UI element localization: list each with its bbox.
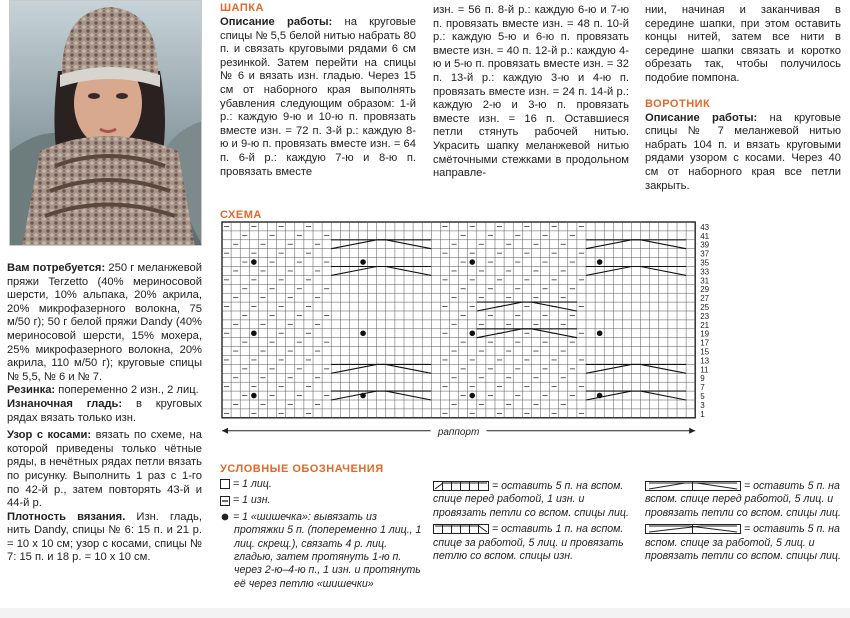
row-label: 11 [700,365,709,375]
row-label: 27 [700,294,710,304]
repeat-arrow-right-icon [689,428,695,434]
rib-text: попеременно 2 изн., 2 лиц. [55,384,199,397]
row-label: 9 [700,374,705,384]
materials-paragraph [7,262,202,384]
row-label: 19 [700,329,710,339]
legend-bobble [220,511,425,591]
cable-paragraph [7,429,202,511]
gauge-lead: Плотность вязания. [7,510,126,523]
legend-cable-front [433,480,633,520]
row-label: 25 [700,303,710,312]
rib-paragraph [7,384,202,398]
model-photo [9,0,202,246]
row-label: 15 [700,347,710,357]
bobble-mark [597,259,603,265]
cable-5-5-back-icon [645,524,741,534]
gauge-text: Изн. гладь, нить Dandy, спицы № 6: 15 п. и 21 р. = 10 x 10 см; узор с косами, спицы № 7: 15 п. и 18 р. = 10 x 10 см. [7,510,202,564]
gauge-paragraph [7,511,202,565]
legend-knit-text: = 1 лиц. [232,478,272,490]
bobble-mark [469,259,475,265]
row-label: 21 [700,320,710,330]
legend-knit [220,478,425,491]
materials-lead: Вам потребуется: [7,262,106,274]
legend-col-2 [433,480,633,563]
bobble-mark [597,330,603,336]
row-label: 35 [700,258,710,268]
legend-col-1 [220,478,425,591]
legend-cable-5-back-text: = оставить 5 п. на вспом. спице за работой, 5 лиц. и провязать петли со вспом. спицы лиц. [645,523,841,563]
row-label: 29 [700,285,710,295]
hat-text-1 [220,16,416,179]
repeat-arrow-left-icon [222,428,228,434]
purl-symbol-icon [220,496,230,506]
chart-title: СХЕМА [220,209,262,221]
collar-lead: Описание работы: [645,111,758,124]
rib-lead: Резинка: [7,384,56,397]
legend-purl-text: = 1 изн. [232,494,271,507]
cable-5-5-front-icon [645,481,741,491]
hat-column-3 [645,4,841,193]
reverse-text: в круговых рядах вязать только изн. [7,397,202,424]
legend-cable-back [433,523,633,563]
bobble-mark [251,259,257,265]
row-label: 13 [700,356,710,366]
chart-svg [220,220,720,452]
legend-title: УСЛОВНЫЕ ОБОЗНАЧЕНИЯ [220,463,384,475]
reverse-paragraph [7,398,202,425]
row-label: 43 [700,222,710,232]
bobble-mark [251,330,257,336]
bobble-mark [251,393,257,399]
legend-purl [220,494,425,507]
row-label: 1 [700,409,705,419]
hat-col1-text: на круговые спицы № 5,5 белой нитью набрать 80 п. и связать круговыми рядами 6 см резинкой. Затем перейти на спицы № 6 и вязать изн. гладью. Через 15 см от наборного края выполнять убавления следующим образом: 1-й р.: каждую 9-ю и 10-ю п. провязать вместе изн. = 72 п. 3-й р.: каждую 8-ю и 9-ю п. провязать вместе изн. = 64 п. 6-й р.: каждую 7-ю и 8-ю п. провязать вместе [220,16,417,178]
bobble-mark [360,330,366,336]
knit-symbol-icon [220,479,230,489]
row-label: 31 [700,276,710,286]
bobble-symbol-icon [220,512,230,522]
legend-col-3 [645,480,845,563]
legend-cable-5-back [645,523,845,563]
row-label: 17 [700,338,710,348]
cable-1-5-back-icon [433,524,489,534]
legend-cable-front-text: = оставить 5 п. на вспом. спице перед работой, 1 изн. и провязать петли со вспом. спицы лиц. [433,480,629,519]
hat-column-2 [433,4,629,181]
row-label: 41 [700,231,710,241]
hat-col2-text: изн. = 56 п. 8-й р.: каждую 6-ю и 7-ю п. провязать вместе изн. = 48 п. 10-й р.: каждую 5-ю и 6-ю п. провязать вместе изн. = 40 п. 12-й р.: каждую 4-ю и 5-ю п. провязать вместе изн. = 32 п. 13-й р.: каждую 3-ю и 4-ю п. провязать вместе изн. = 24 п. 14-й р.: каждую 2-ю и 3-ю п. провязать вместе изн. = 16 п. Оставшиеся петли стянуть рабочей нитью. Украсить шапку меланжевой нитью смёточными стежками в продольном направле- [433,4,629,180]
row-label: 5 [700,392,705,401]
legend-bobble-text: = 1 «шишечка»: вывязать из протяжки 5 п. (попеременно 1 лиц., 1 лиц. скрещ.), связать 4 р. лиц. гладью, затем протянуть 1-ю п. через 2-ю–4-ю п., 1 изн. и протянуть её через петлю «шишечки» [232,510,422,590]
bobble-mark [360,393,366,399]
collar-title: ВОРОТНИК [645,97,711,110]
hat-col3-text: нии, начиная и заканчивая в середине шапки, при этом оставить концы нитей, затем все нити в середине шапки связать и коротко обрезать так, чтобы получилось подобие помпона. [645,4,841,84]
knitting-chart [220,220,720,457]
materials-text: 250 г меланжевой пряжи Terzetto (40% мериносовой шерсти, 10% альпака, 20% акрила, 20% микрофазерного волокна, 75 м/50 г); 50 г белой пряжи Dandy (40% мериносовой шерсти, 15% мохера, 25% микрофазерного волокна, 20% акрила, 110 м/50 г); круговые спицы № 5,5, № 6 и № 7. [7,262,202,383]
legend-cable-back-text: = оставить 1 п. на вспом. спице за работой, 5 лиц. и провязать петлю со вспом. спицы изн. [433,523,624,563]
collar-body: на круговые спицы № 7 меланжевой нитью набрать 104 п. и вязать круговыми рядами узором с косами. Через 40 см от наборного края все петли закрыть. [645,111,842,192]
row-label: 3 [700,400,705,410]
hat-title: ШАПКА [220,2,264,14]
bobble-mark [597,393,603,399]
legend-cable-5-front [645,480,845,520]
bobble-mark [469,393,475,399]
cable-text: вязать по схеме, на которой приведены только чётные ряды, в нечётных рядах петли вязать по рисунку. Выполнить 1 раз с 1-го по 42-й р., затем повторять 43-й и 44-й р. [7,429,202,510]
cable-5-1-front-icon [433,481,489,491]
row-label: 39 [700,240,710,250]
cable-lead: Узор с косами: [7,429,92,442]
row-label: 23 [700,311,710,321]
left-column [7,262,202,565]
bobble-mark [469,330,475,336]
row-label: 33 [700,267,710,277]
row-label: 7 [700,383,705,393]
page-footer-strip [0,608,850,618]
bobble-mark [360,259,366,265]
legend-cable-5-front-text: = оставить 5 п. на вспом. спице перед работой, 5 лиц. и провязать петли со вспом. спицы лиц. [645,480,841,519]
row-label: 37 [700,249,710,259]
hat-lead: Описание работы: [220,16,333,28]
repeat-label: раппорт [437,426,480,438]
hat-column-1 [220,2,416,179]
collar-text [645,112,841,194]
reverse-lead: Изнаночная гладь: [7,397,123,410]
